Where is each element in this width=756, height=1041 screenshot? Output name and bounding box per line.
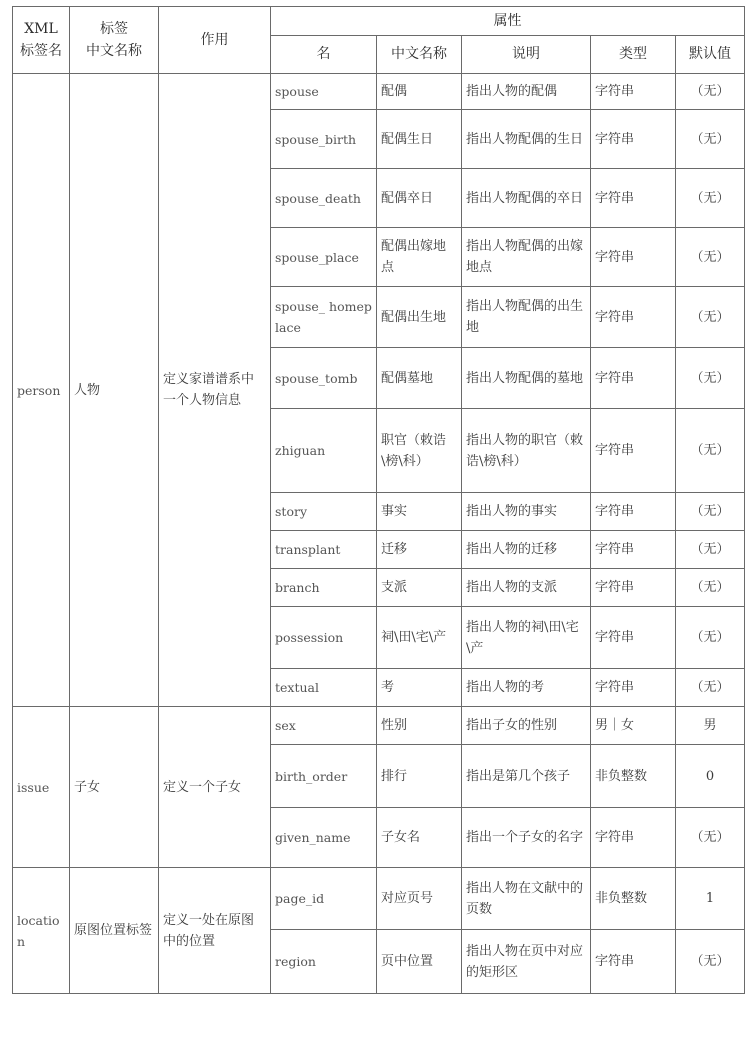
attr-description-cell: 指出人物的迁移 — [462, 531, 591, 569]
tag-chinese-name-cell: 原图位置标签 — [70, 868, 159, 994]
attr-name-cell: sex — [271, 707, 377, 745]
attr-description-cell: 指出是第几个孩子 — [462, 745, 591, 808]
header-attr-default: 默认值 — [676, 36, 745, 74]
attr-default-cell: （无） — [676, 169, 745, 228]
attr-type-cell: 字符串 — [591, 228, 676, 287]
attr-cn-name-cell: 排行 — [377, 745, 462, 808]
attr-default-cell: （无） — [676, 531, 745, 569]
tag-role-cell: 定义一处在原图中的位置 — [159, 868, 271, 994]
attr-default-cell: （无） — [676, 409, 745, 493]
attr-description-cell: 指出人物的祠\田\宅\产 — [462, 607, 591, 669]
attr-type-cell: 字符串 — [591, 607, 676, 669]
attr-type-cell: 男｜女 — [591, 707, 676, 745]
attr-type-cell: 字符串 — [591, 569, 676, 607]
header-role: 作用 — [159, 7, 271, 74]
attr-type-cell: 字符串 — [591, 669, 676, 707]
attr-default-cell: （无） — [676, 569, 745, 607]
attr-cn-name-cell: 性别 — [377, 707, 462, 745]
attr-cn-name-cell: 对应页号 — [377, 868, 462, 930]
attr-description-cell: 指出人物配偶的墓地 — [462, 348, 591, 409]
attr-cn-name-cell: 考 — [377, 669, 462, 707]
attr-name-cell: story — [271, 493, 377, 531]
attr-name-cell: zhiguan — [271, 409, 377, 493]
attr-default-cell: （无） — [676, 808, 745, 868]
attr-description-cell: 指出人物的配偶 — [462, 74, 591, 110]
tag-role-cell: 定义一个子女 — [159, 707, 271, 868]
attr-default-cell: （无） — [676, 74, 745, 110]
attr-name-cell: birth_order — [271, 745, 377, 808]
attr-name-cell: spouse_tomb — [271, 348, 377, 409]
attr-default-cell: （无） — [676, 493, 745, 531]
attr-description-cell: 指出人物的考 — [462, 669, 591, 707]
attr-default-cell: （无） — [676, 228, 745, 287]
attr-type-cell: 非负整数 — [591, 745, 676, 808]
attr-name-cell: branch — [271, 569, 377, 607]
table-body — [13, 74, 745, 994]
attr-type-cell: 字符串 — [591, 110, 676, 169]
tag-role-cell: 定义家谱谱系中一个人物信息 — [159, 74, 271, 707]
header-xml-tag-name: XML 标签名 — [13, 7, 70, 74]
header-attributes: 属性 — [271, 7, 745, 36]
tag-chinese-name-cell: 人物 — [70, 74, 159, 707]
attr-description-cell: 指出人物配偶的生日 — [462, 110, 591, 169]
header-attr-name: 名 — [271, 36, 377, 74]
attr-name-cell: given_name — [271, 808, 377, 868]
attr-name-cell: page_id — [271, 868, 377, 930]
attr-default-cell: （无） — [676, 348, 745, 409]
attr-name-cell: spouse_birth — [271, 110, 377, 169]
attr-cn-name-cell: 事实 — [377, 493, 462, 531]
attr-type-cell: 字符串 — [591, 74, 676, 110]
attr-type-cell: 字符串 — [591, 409, 676, 493]
attr-default-cell: 0 — [676, 745, 745, 808]
attr-cn-name-cell: 配偶生日 — [377, 110, 462, 169]
attr-cn-name-cell: 迁移 — [377, 531, 462, 569]
attr-cn-name-cell: 配偶出嫁地点 — [377, 228, 462, 287]
tag-name-cell: person — [13, 74, 70, 707]
attr-name-cell: spouse_death — [271, 169, 377, 228]
attr-name-cell: region — [271, 930, 377, 994]
attr-cn-name-cell: 配偶 — [377, 74, 462, 110]
attr-default-cell: （无） — [676, 287, 745, 348]
header-attr-description: 说明 — [462, 36, 591, 74]
xml-tag-attribute-table — [12, 6, 745, 994]
attr-default-cell: （无） — [676, 607, 745, 669]
table-row — [13, 707, 745, 745]
attr-description-cell: 指出人物的职官（敕诰\榜\科） — [462, 409, 591, 493]
attr-type-cell: 字符串 — [591, 348, 676, 409]
attr-type-cell: 字符串 — [591, 808, 676, 868]
attr-cn-name-cell: 配偶卒日 — [377, 169, 462, 228]
attr-description-cell: 指出人物配偶的卒日 — [462, 169, 591, 228]
attr-type-cell: 字符串 — [591, 930, 676, 994]
attr-name-cell: transplant — [271, 531, 377, 569]
attr-cn-name-cell: 祠\田\宅\产 — [377, 607, 462, 669]
attr-description-cell: 指出人物在文献中的页数 — [462, 868, 591, 930]
attr-name-cell: spouse — [271, 74, 377, 110]
attr-description-cell: 指出人物的支派 — [462, 569, 591, 607]
attr-description-cell: 指出人物的事实 — [462, 493, 591, 531]
table-row — [13, 74, 745, 110]
attr-name-cell: spouse_ homeplace — [271, 287, 377, 348]
attr-type-cell: 字符串 — [591, 531, 676, 569]
attr-default-cell: 1 — [676, 868, 745, 930]
attr-cn-name-cell: 职官（敕诰\榜\科） — [377, 409, 462, 493]
attr-cn-name-cell: 支派 — [377, 569, 462, 607]
attr-cn-name-cell: 配偶墓地 — [377, 348, 462, 409]
table-row — [13, 868, 745, 930]
tag-chinese-name-cell: 子女 — [70, 707, 159, 868]
attr-description-cell: 指出一个子女的名字 — [462, 808, 591, 868]
attr-description-cell: 指出人物配偶的出生地 — [462, 287, 591, 348]
attr-default-cell: 男 — [676, 707, 745, 745]
tag-name-cell: location — [13, 868, 70, 994]
tag-name-cell: issue — [13, 707, 70, 868]
header-attr-type: 类型 — [591, 36, 676, 74]
attr-name-cell: spouse_place — [271, 228, 377, 287]
attr-default-cell: （无） — [676, 930, 745, 994]
attr-cn-name-cell: 页中位置 — [377, 930, 462, 994]
attr-type-cell: 字符串 — [591, 493, 676, 531]
attr-name-cell: possession — [271, 607, 377, 669]
attr-type-cell: 非负整数 — [591, 868, 676, 930]
attr-cn-name-cell: 配偶出生地 — [377, 287, 462, 348]
attr-description-cell: 指出人物配偶的出嫁地点 — [462, 228, 591, 287]
attr-description-cell: 指出子女的性别 — [462, 707, 591, 745]
attr-default-cell: （无） — [676, 110, 745, 169]
header-chinese-name: 标签 中文名称 — [70, 7, 159, 74]
attr-description-cell: 指出人物在页中对应的矩形区 — [462, 930, 591, 994]
attr-cn-name-cell: 子女名 — [377, 808, 462, 868]
attr-type-cell: 字符串 — [591, 169, 676, 228]
attr-name-cell: textual — [271, 669, 377, 707]
attr-default-cell: （无） — [676, 669, 745, 707]
attr-type-cell: 字符串 — [591, 287, 676, 348]
header-attr-cn-name: 中文名称 — [377, 36, 462, 74]
